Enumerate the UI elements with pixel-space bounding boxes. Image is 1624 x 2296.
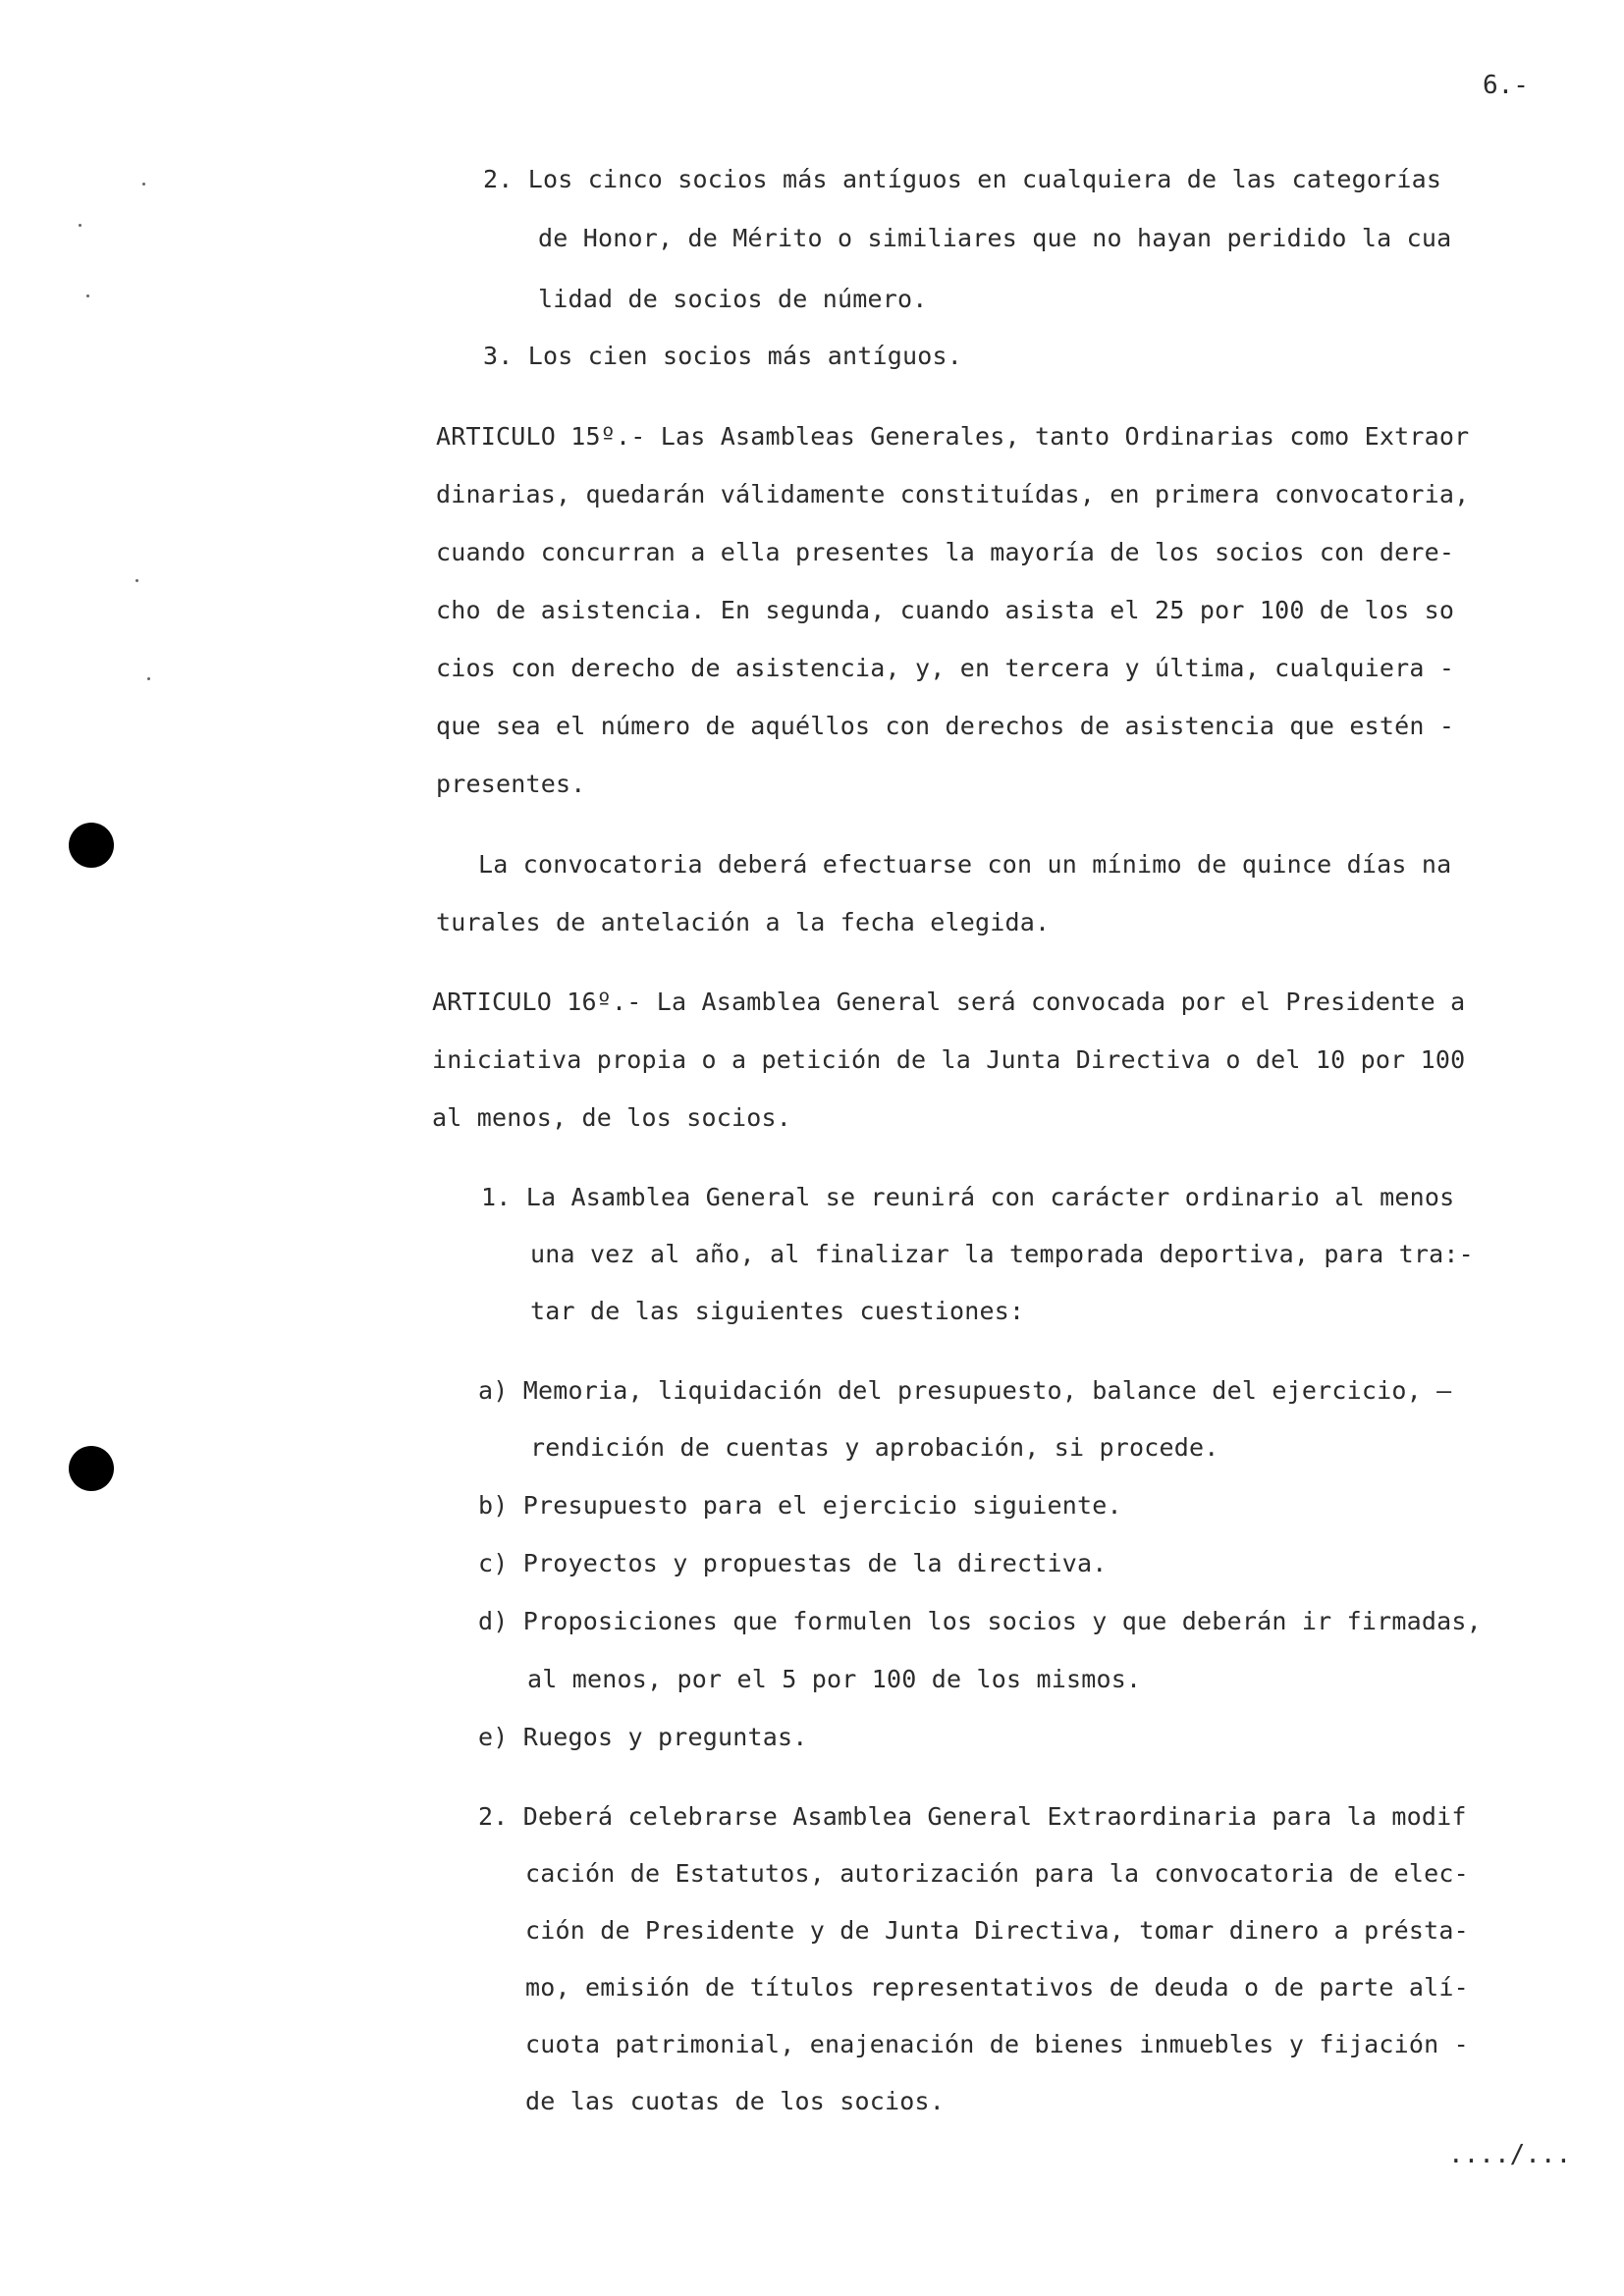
article-16-item-2-line: de las cuotas de los socios.	[525, 2087, 946, 2115]
scan-speck	[142, 183, 145, 186]
sub-item-b-line: b) Presupuesto para el ejercicio siguiente.	[478, 1491, 1122, 1520]
article-16-item-2-line: mo, emisión de títulos representativos de deuda o de parte alí-	[525, 1973, 1469, 2002]
article-15-line: que sea el número de aquéllos con derechos de asistencia que estén -	[436, 712, 1455, 740]
item-3-line: 3. Los cien socios más antíguos.	[483, 342, 963, 370]
article-16-line: ARTICULO 16º.- La Asamblea General será convocada por el Presidente a	[432, 988, 1466, 1016]
article-15-line: presentes.	[436, 770, 586, 798]
scan-speck	[135, 579, 138, 582]
scan-speck	[86, 294, 89, 297]
sub-item-d-line: d) Proposiciones que formulen los socios y que deberán ir firmadas,	[478, 1607, 1482, 1635]
scan-speck	[147, 677, 150, 680]
convocatoria-line: La convocatoria deberá efectuarse con un mínimo de quince días na	[478, 850, 1452, 879]
article-16-item-2-line: ción de Presidente y de Junta Directiva, tomar dinero a présta-	[525, 1916, 1469, 1945]
article-16-line: iniciativa propia o a petición de la Junta Directiva o del 10 por 100	[432, 1045, 1466, 1074]
article-16-item-1-line: 1. La Asamblea General se reunirá con carácter ordinario al menos	[481, 1183, 1455, 1211]
punch-hole-lower	[69, 1446, 114, 1491]
convocatoria-line: turales de antelación a la fecha elegida.	[436, 908, 1051, 936]
article-16-item-2-line: 2. Deberá celebrarse Asamblea General Extraordinaria para la modif	[478, 1802, 1467, 1831]
article-16-item-2-line: cuota patrimonial, enajenación de bienes inmuebles y fijación -	[525, 2030, 1469, 2058]
article-16-line: al menos, de los socios.	[432, 1103, 792, 1132]
article-15-line: cho de asistencia. En segunda, cuando asista el 25 por 100 de los so	[436, 596, 1455, 624]
scan-speck	[79, 224, 81, 227]
article-15-line: ARTICULO 15º.- Las Asambleas Generales, tanto Ordinarias como Extraor	[436, 422, 1470, 451]
punch-hole-upper	[69, 823, 114, 868]
page-number: 6.-	[1483, 71, 1529, 100]
article-15-line: dinarias, quedarán válidamente constituídas, en primera convocatoria,	[436, 480, 1470, 508]
item-2-line: de Honor, de Mérito o similiares que no hayan peridido la cua	[538, 224, 1452, 252]
sub-item-a-line: rendición de cuentas y aprobación, si procede.	[530, 1433, 1219, 1462]
sub-item-d-line: al menos, por el 5 por 100 de los mismos.	[527, 1665, 1142, 1693]
article-16-item-1-line: tar de las siguientes cuestiones:	[530, 1297, 1025, 1325]
sub-item-a-line: a) Memoria, liquidación del presupuesto, balance del ejercicio, —	[478, 1376, 1452, 1405]
item-2-line: 2. Los cinco socios más antíguos en cualquiera de las categorías	[483, 165, 1442, 193]
article-15-line: cios con derecho de asistencia, y, en tercera y última, cualquiera -	[436, 654, 1455, 682]
article-16-item-2-line: cación de Estatutos, autorización para la convocatoria de elec-	[525, 1859, 1469, 1888]
article-15-line: cuando concurran a ella presentes la mayoría de los socios con dere-	[436, 538, 1455, 566]
continuation-mark: ..../...	[1448, 2140, 1572, 2169]
item-2-line: lidad de socios de número.	[538, 285, 928, 313]
sub-item-c-line: c) Proyectos y propuestas de la directiva.	[478, 1549, 1108, 1577]
article-16-item-1-line: una vez al año, al finalizar la temporada deportiva, para tra:-	[530, 1240, 1474, 1268]
sub-item-e-line: e) Ruegos y preguntas.	[478, 1723, 808, 1751]
